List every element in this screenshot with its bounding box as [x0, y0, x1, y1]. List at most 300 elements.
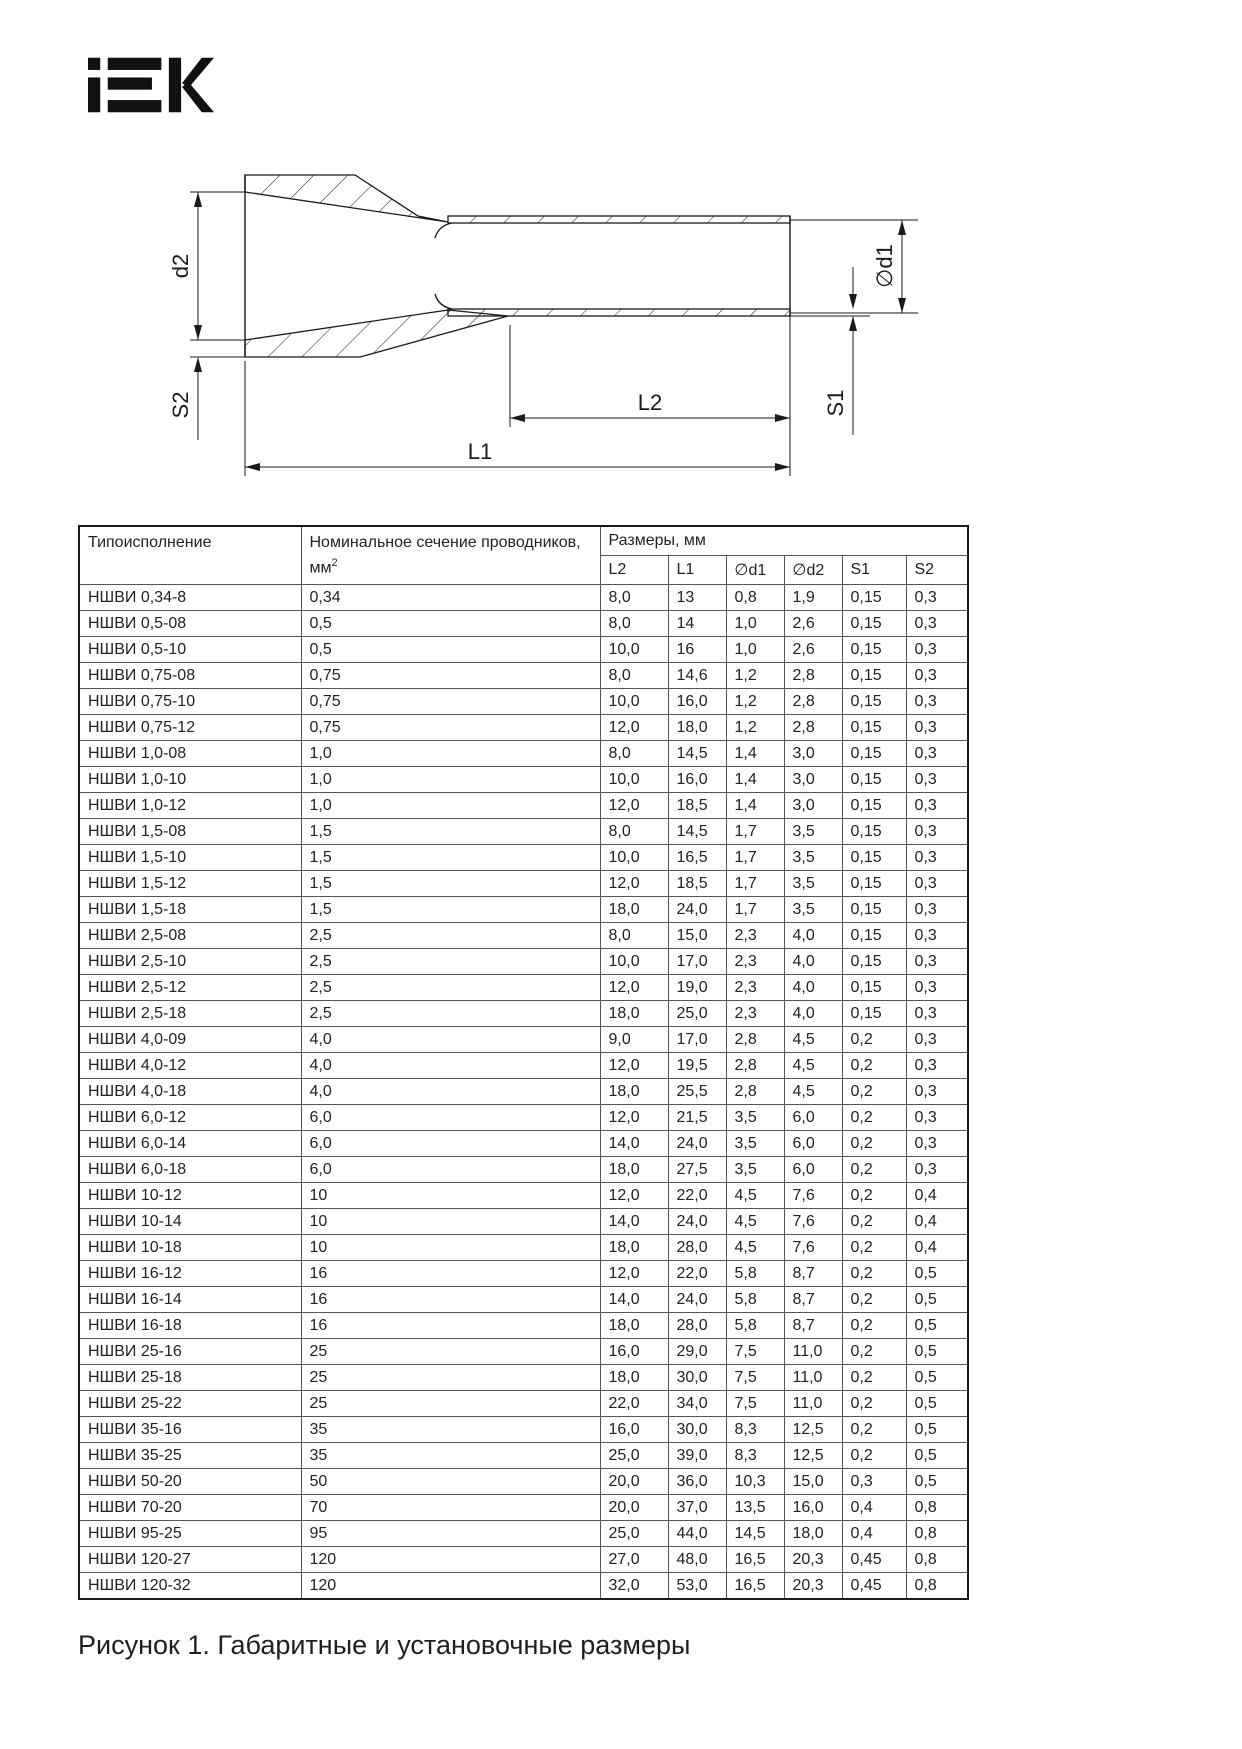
cell-S2: 0,3 [906, 1105, 968, 1131]
cell-section: 4,0 [301, 1027, 600, 1053]
cell-d1: 2,3 [726, 1001, 784, 1027]
cell-type: НШВИ 0,75-08 [79, 663, 301, 689]
cell-type: НШВИ 0,75-10 [79, 689, 301, 715]
table-row [79, 1105, 968, 1131]
cell-S1: 0,15 [842, 819, 906, 845]
cell-d1: 13,5 [726, 1495, 784, 1521]
cell-d2: 4,5 [784, 1053, 842, 1079]
table-row [79, 1027, 968, 1053]
cell-S2: 0,4 [906, 1209, 968, 1235]
cell-S2: 0,5 [906, 1469, 968, 1495]
cell-S1: 0,2 [842, 1313, 906, 1339]
cell-L1: 14,5 [668, 819, 726, 845]
cell-section: 0,5 [301, 611, 600, 637]
cell-section: 6,0 [301, 1105, 600, 1131]
cell-S1: 0,2 [842, 1365, 906, 1391]
cell-L1: 25,5 [668, 1079, 726, 1105]
cell-L2: 18,0 [600, 1157, 668, 1183]
sub-header-L1: L1 [668, 556, 726, 585]
table-row [79, 741, 968, 767]
cell-S1: 0,2 [842, 1287, 906, 1313]
cell-section: 16 [301, 1287, 600, 1313]
cell-L1: 24,0 [668, 1131, 726, 1157]
ferrule-drawing [150, 135, 940, 480]
cell-L1: 24,0 [668, 1287, 726, 1313]
cell-S1: 0,15 [842, 715, 906, 741]
cell-type: НШВИ 95-25 [79, 1521, 301, 1547]
cell-L1: 14 [668, 611, 726, 637]
col-header-sizes: Размеры, мм [600, 526, 968, 556]
table-row [79, 1131, 968, 1157]
cell-L1: 24,0 [668, 897, 726, 923]
cell-L2: 12,0 [600, 871, 668, 897]
cell-type: НШВИ 0,5-08 [79, 611, 301, 637]
cell-L2: 18,0 [600, 1313, 668, 1339]
dim-label-l1: L1 [467, 439, 493, 464]
cell-d2: 20,3 [784, 1547, 842, 1573]
cell-d2: 3,5 [784, 871, 842, 897]
cell-L2: 12,0 [600, 1105, 668, 1131]
cell-type: НШВИ 25-22 [79, 1391, 301, 1417]
cell-d1: 2,3 [726, 975, 784, 1001]
table-row [79, 689, 968, 715]
cell-d2: 4,5 [784, 1027, 842, 1053]
cell-S1: 0,2 [842, 1235, 906, 1261]
cell-L2: 8,0 [600, 923, 668, 949]
cell-L2: 8,0 [600, 741, 668, 767]
cell-S1: 0,3 [842, 1469, 906, 1495]
cell-S2: 0,3 [906, 1079, 968, 1105]
cell-S1: 0,2 [842, 1079, 906, 1105]
cell-type: НШВИ 25-18 [79, 1365, 301, 1391]
cell-d2: 3,0 [784, 741, 842, 767]
cell-S2: 0,3 [906, 1027, 968, 1053]
sub-header-L2: L2 [600, 556, 668, 585]
cell-section: 1,5 [301, 845, 600, 871]
cell-L1: 22,0 [668, 1261, 726, 1287]
cell-S1: 0,15 [842, 871, 906, 897]
table-row [79, 1391, 968, 1417]
cell-L2: 8,0 [600, 585, 668, 611]
col-header-section [301, 526, 600, 585]
cell-type: НШВИ 2,5-08 [79, 923, 301, 949]
table-row [79, 1495, 968, 1521]
cell-L2: 22,0 [600, 1391, 668, 1417]
cell-d1: 1,7 [726, 897, 784, 923]
table-row [79, 975, 968, 1001]
cell-d1: 4,5 [726, 1235, 784, 1261]
sleeve-top-wall [245, 175, 448, 222]
cell-L2: 16,0 [600, 1339, 668, 1365]
cell-d1: 1,2 [726, 663, 784, 689]
cell-S2: 0,3 [906, 897, 968, 923]
cell-L2: 12,0 [600, 1261, 668, 1287]
cell-S2: 0,3 [906, 793, 968, 819]
header-row-1 [79, 526, 968, 556]
cell-L1: 27,5 [668, 1157, 726, 1183]
cell-S1: 0,2 [842, 1261, 906, 1287]
sleeve-bottom-wall [245, 310, 508, 357]
cell-d1: 1,4 [726, 741, 784, 767]
cell-L2: 10,0 [600, 689, 668, 715]
cell-S1: 0,15 [842, 923, 906, 949]
cell-d2: 16,0 [784, 1495, 842, 1521]
table-row [79, 1339, 968, 1365]
table-body [79, 585, 968, 1600]
cell-L2: 18,0 [600, 1079, 668, 1105]
cell-S1: 0,15 [842, 949, 906, 975]
cell-L2: 25,0 [600, 1443, 668, 1469]
cell-S2: 0,5 [906, 1339, 968, 1365]
table-row [79, 1417, 968, 1443]
table-row [79, 1547, 968, 1573]
cell-d1: 8,3 [726, 1443, 784, 1469]
cell-type: НШВИ 6,0-14 [79, 1131, 301, 1157]
cell-S2: 0,5 [906, 1313, 968, 1339]
table-row [79, 1001, 968, 1027]
cell-section: 6,0 [301, 1131, 600, 1157]
cell-d2: 15,0 [784, 1469, 842, 1495]
cell-type: НШВИ 6,0-18 [79, 1157, 301, 1183]
cell-section: 95 [301, 1521, 600, 1547]
cell-S1: 0,15 [842, 845, 906, 871]
table-row [79, 663, 968, 689]
cell-type: НШВИ 2,5-10 [79, 949, 301, 975]
cell-type: НШВИ 0,34-8 [79, 585, 301, 611]
cell-S2: 0,3 [906, 871, 968, 897]
table-row [79, 1287, 968, 1313]
cell-type: НШВИ 35-25 [79, 1443, 301, 1469]
cell-S1: 0,2 [842, 1027, 906, 1053]
table-row [79, 819, 968, 845]
cell-S1: 0,2 [842, 1131, 906, 1157]
cell-S1: 0,2 [842, 1053, 906, 1079]
table-row [79, 637, 968, 663]
cell-type: НШВИ 4,0-18 [79, 1079, 301, 1105]
cell-S2: 0,3 [906, 663, 968, 689]
dim-label-d2: d2 [168, 253, 193, 279]
cell-S1: 0,4 [842, 1495, 906, 1521]
cell-L2: 18,0 [600, 1365, 668, 1391]
table-row [79, 611, 968, 637]
cell-section: 10 [301, 1235, 600, 1261]
cell-section: 1,0 [301, 741, 600, 767]
cell-S2: 0,3 [906, 689, 968, 715]
table-row [79, 845, 968, 871]
cell-S2: 0,3 [906, 819, 968, 845]
cell-S1: 0,2 [842, 1391, 906, 1417]
cell-L2: 14,0 [600, 1131, 668, 1157]
iek-logo [88, 57, 214, 113]
cell-L1: 18,5 [668, 793, 726, 819]
cell-d1: 5,8 [726, 1261, 784, 1287]
cell-d2: 2,8 [784, 689, 842, 715]
table-row [79, 767, 968, 793]
cell-d1: 4,5 [726, 1183, 784, 1209]
dim-label-s1: S1 [823, 389, 848, 417]
cell-L2: 20,0 [600, 1469, 668, 1495]
cell-S1: 0,15 [842, 1001, 906, 1027]
table-row [79, 1469, 968, 1495]
cell-type: НШВИ 25-16 [79, 1339, 301, 1365]
cell-d1: 16,5 [726, 1547, 784, 1573]
cell-d2: 6,0 [784, 1157, 842, 1183]
cell-section: 4,0 [301, 1053, 600, 1079]
cell-d1: 3,5 [726, 1131, 784, 1157]
cell-d1: 2,8 [726, 1079, 784, 1105]
cell-d2: 3,5 [784, 845, 842, 871]
cell-L1: 14,5 [668, 741, 726, 767]
cell-L1: 24,0 [668, 1209, 726, 1235]
cell-S2: 0,3 [906, 1001, 968, 1027]
table-row [79, 1573, 968, 1600]
cell-section: 2,5 [301, 1001, 600, 1027]
cell-S1: 0,2 [842, 1339, 906, 1365]
cell-section: 0,75 [301, 689, 600, 715]
cell-d2: 11,0 [784, 1339, 842, 1365]
cell-d1: 14,5 [726, 1521, 784, 1547]
cell-section: 1,0 [301, 793, 600, 819]
cell-L1: 16,0 [668, 689, 726, 715]
cell-d2: 3,5 [784, 819, 842, 845]
cell-d1: 7,5 [726, 1391, 784, 1417]
cell-d1: 3,5 [726, 1105, 784, 1131]
table-row [79, 949, 968, 975]
cell-L2: 9,0 [600, 1027, 668, 1053]
cell-L1: 13 [668, 585, 726, 611]
cell-S2: 0,3 [906, 923, 968, 949]
cell-section: 0,75 [301, 715, 600, 741]
cell-type: НШВИ 70-20 [79, 1495, 301, 1521]
cell-L2: 8,0 [600, 611, 668, 637]
cell-d1: 1,0 [726, 637, 784, 663]
cell-d2: 12,5 [784, 1443, 842, 1469]
cell-d2: 20,3 [784, 1573, 842, 1600]
cell-L1: 18,0 [668, 715, 726, 741]
cell-S1: 0,2 [842, 1209, 906, 1235]
cell-d1: 7,5 [726, 1365, 784, 1391]
cell-L2: 12,0 [600, 715, 668, 741]
cell-section: 35 [301, 1417, 600, 1443]
cell-S2: 0,5 [906, 1261, 968, 1287]
cell-L1: 44,0 [668, 1521, 726, 1547]
cell-L2: 18,0 [600, 1235, 668, 1261]
cell-d2: 3,5 [784, 897, 842, 923]
cell-L1: 16,5 [668, 845, 726, 871]
cell-section: 0,34 [301, 585, 600, 611]
cell-d2: 7,6 [784, 1209, 842, 1235]
cell-S2: 0,3 [906, 845, 968, 871]
cell-d2: 2,6 [784, 611, 842, 637]
cell-d2: 4,5 [784, 1079, 842, 1105]
cell-S1: 0,45 [842, 1573, 906, 1600]
cell-L2: 10,0 [600, 637, 668, 663]
cell-L1: 15,0 [668, 923, 726, 949]
dim-label-s2: S2 [168, 391, 193, 419]
cell-type: НШВИ 1,5-18 [79, 897, 301, 923]
cell-type: НШВИ 0,5-10 [79, 637, 301, 663]
cell-L2: 12,0 [600, 975, 668, 1001]
cell-S2: 0,3 [906, 975, 968, 1001]
cell-L2: 25,0 [600, 1521, 668, 1547]
cell-S1: 0,15 [842, 741, 906, 767]
cell-S2: 0,5 [906, 1443, 968, 1469]
cell-section: 0,75 [301, 663, 600, 689]
table-row [79, 1261, 968, 1287]
cell-S2: 0,3 [906, 949, 968, 975]
table-row [79, 585, 968, 611]
cell-L1: 48,0 [668, 1547, 726, 1573]
table-row [79, 1521, 968, 1547]
sub-header-d2: ∅d2 [784, 556, 842, 585]
cell-type: НШВИ 1,0-08 [79, 741, 301, 767]
dim-label-l2: L2 [637, 390, 663, 415]
cell-L2: 14,0 [600, 1209, 668, 1235]
table-row [79, 1079, 968, 1105]
cell-section: 1,5 [301, 819, 600, 845]
cell-S1: 0,15 [842, 767, 906, 793]
cell-S2: 0,4 [906, 1235, 968, 1261]
cell-section: 0,5 [301, 637, 600, 663]
cell-S1: 0,15 [842, 663, 906, 689]
cell-L2: 12,0 [600, 793, 668, 819]
cell-L2: 10,0 [600, 845, 668, 871]
tube-bottom-wall [448, 309, 790, 316]
section-header-sup: 2 [331, 557, 338, 569]
cell-L1: 39,0 [668, 1443, 726, 1469]
cell-section: 6,0 [301, 1157, 600, 1183]
cell-d1: 5,8 [726, 1287, 784, 1313]
cell-L2: 12,0 [600, 1053, 668, 1079]
cell-S2: 0,3 [906, 767, 968, 793]
cell-S1: 0,2 [842, 1443, 906, 1469]
cell-S2: 0,4 [906, 1183, 968, 1209]
cell-L2: 10,0 [600, 949, 668, 975]
cell-type: НШВИ 4,0-12 [79, 1053, 301, 1079]
cell-type: НШВИ 1,5-08 [79, 819, 301, 845]
cell-type: НШВИ 16-18 [79, 1313, 301, 1339]
cell-d2: 2,8 [784, 715, 842, 741]
cell-S1: 0,15 [842, 585, 906, 611]
cell-d2: 3,0 [784, 793, 842, 819]
dimensions-table [78, 525, 969, 1600]
cell-L2: 8,0 [600, 663, 668, 689]
cell-type: НШВИ 2,5-12 [79, 975, 301, 1001]
cell-S2: 0,8 [906, 1495, 968, 1521]
cell-d2: 2,8 [784, 663, 842, 689]
cell-section: 2,5 [301, 949, 600, 975]
cell-L1: 17,0 [668, 949, 726, 975]
cell-L2: 10,0 [600, 767, 668, 793]
cell-S1: 0,2 [842, 1157, 906, 1183]
cell-L1: 37,0 [668, 1495, 726, 1521]
cell-S1: 0,15 [842, 975, 906, 1001]
cell-section: 1,5 [301, 871, 600, 897]
cell-section: 1,5 [301, 897, 600, 923]
cell-d1: 1,4 [726, 767, 784, 793]
cell-L1: 25,0 [668, 1001, 726, 1027]
cell-S1: 0,15 [842, 637, 906, 663]
cell-d1: 1,7 [726, 819, 784, 845]
cell-section: 4,0 [301, 1079, 600, 1105]
cell-section: 10 [301, 1209, 600, 1235]
cell-S2: 0,5 [906, 1417, 968, 1443]
cell-L2: 12,0 [600, 1183, 668, 1209]
cell-d1: 2,8 [726, 1053, 784, 1079]
cell-section: 16 [301, 1261, 600, 1287]
cell-L1: 29,0 [668, 1339, 726, 1365]
cell-section: 2,5 [301, 975, 600, 1001]
table-row [79, 1313, 968, 1339]
cell-L1: 21,5 [668, 1105, 726, 1131]
cell-d2: 4,0 [784, 1001, 842, 1027]
cell-d2: 7,6 [784, 1235, 842, 1261]
cell-S2: 0,5 [906, 1391, 968, 1417]
cell-section: 25 [301, 1391, 600, 1417]
cell-section: 50 [301, 1469, 600, 1495]
cell-d2: 4,0 [784, 923, 842, 949]
table-row [79, 1365, 968, 1391]
cell-S1: 0,15 [842, 897, 906, 923]
cell-d2: 6,0 [784, 1131, 842, 1157]
cell-type: НШВИ 50-20 [79, 1469, 301, 1495]
cell-type: НШВИ 1,0-12 [79, 793, 301, 819]
cell-d1: 1,2 [726, 689, 784, 715]
cell-d1: 4,5 [726, 1209, 784, 1235]
cell-S2: 0,3 [906, 1131, 968, 1157]
cell-L1: 17,0 [668, 1027, 726, 1053]
cell-L2: 18,0 [600, 897, 668, 923]
sub-header-d1: ∅d1 [726, 556, 784, 585]
figure-caption: Рисунок 1. Габаритные и установочные размеры [78, 1630, 691, 1660]
cell-type: НШВИ 16-12 [79, 1261, 301, 1287]
cell-S2: 0,5 [906, 1365, 968, 1391]
cell-S2: 0,3 [906, 1053, 968, 1079]
cell-L2: 16,0 [600, 1417, 668, 1443]
cell-L2: 27,0 [600, 1547, 668, 1573]
cell-section: 120 [301, 1547, 600, 1573]
cell-L1: 22,0 [668, 1183, 726, 1209]
cell-S2: 0,3 [906, 1157, 968, 1183]
cell-d2: 3,0 [784, 767, 842, 793]
cell-L1: 28,0 [668, 1235, 726, 1261]
cell-L2: 14,0 [600, 1287, 668, 1313]
cell-type: НШВИ 35-16 [79, 1417, 301, 1443]
cell-d1: 8,3 [726, 1417, 784, 1443]
cell-type: НШВИ 6,0-12 [79, 1105, 301, 1131]
cell-L1: 19,5 [668, 1053, 726, 1079]
cell-d2: 7,6 [784, 1183, 842, 1209]
table-row [79, 1183, 968, 1209]
cell-type: НШВИ 10-14 [79, 1209, 301, 1235]
cell-section: 25 [301, 1365, 600, 1391]
cell-type: НШВИ 10-18 [79, 1235, 301, 1261]
table-row [79, 793, 968, 819]
table-row [79, 1443, 968, 1469]
cell-S1: 0,2 [842, 1417, 906, 1443]
cell-d1: 0,8 [726, 585, 784, 611]
cell-d2: 8,7 [784, 1261, 842, 1287]
cell-L2: 8,0 [600, 819, 668, 845]
cell-L1: 53,0 [668, 1573, 726, 1600]
cell-S1: 0,15 [842, 611, 906, 637]
tube-top-wall [448, 216, 790, 223]
cell-d2: 4,0 [784, 949, 842, 975]
cell-d1: 7,5 [726, 1339, 784, 1365]
cell-L1: 19,0 [668, 975, 726, 1001]
cell-d1: 16,5 [726, 1573, 784, 1600]
cell-S2: 0,3 [906, 741, 968, 767]
